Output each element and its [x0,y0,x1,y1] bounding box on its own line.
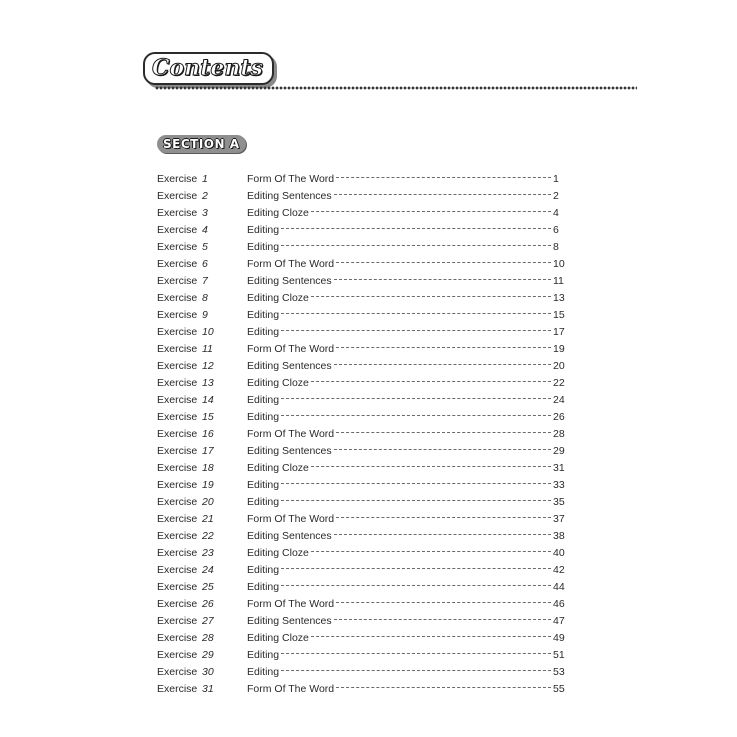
exercise-label: Exercise [157,377,198,389]
page-number: 10 [553,258,565,270]
exercise-number: 21 [202,513,214,525]
toc-row[interactable] [157,443,567,460]
page-number: 46 [553,598,565,610]
exercise-label: Exercise [157,547,198,559]
page-number: 26 [553,411,565,423]
page-number: 29 [553,445,565,457]
toc-row[interactable] [157,324,567,341]
toc-row[interactable] [157,205,567,222]
page-number: 33 [553,479,565,491]
exercise-topic: Editing [247,666,280,678]
exercise-number: 30 [202,666,214,678]
exercise-label: Exercise [157,581,198,593]
section-label: SECTION A [157,135,246,153]
dotted-leader [281,330,551,331]
toc-row[interactable] [157,494,567,511]
exercise-label: Exercise [157,615,198,627]
dotted-leader [334,279,551,280]
exercise-topic: Editing Sentences [247,360,332,372]
dotted-leader [336,432,551,433]
page-number: 8 [553,241,559,253]
dotted-leader [281,245,551,246]
toc-row[interactable] [157,511,567,528]
exercise-label: Exercise [157,173,198,185]
toc-row[interactable] [157,630,567,647]
exercise-topic: Editing Cloze [247,207,309,219]
exercise-number: 29 [202,649,214,661]
exercise-label: Exercise [157,343,198,355]
exercise-topic: Editing [247,411,280,423]
toc-row[interactable] [157,596,567,613]
exercise-number: 16 [202,428,214,440]
exercise-topic: Editing Sentences [247,530,332,542]
exercise-label: Exercise [157,530,198,542]
dotted-leader [281,653,551,654]
page-number: 19 [553,343,565,355]
exercise-number: 23 [202,547,214,559]
dotted-divider [155,86,637,90]
exercise-number: 22 [202,530,214,542]
toc-row[interactable] [157,545,567,562]
page-number: 17 [553,326,565,338]
exercise-topic: Editing [247,394,280,406]
page-number: 15 [553,309,565,321]
exercise-number: 17 [202,445,214,457]
contents-heading [143,52,274,85]
toc-row[interactable] [157,256,567,273]
exercise-label: Exercise [157,479,198,491]
page-number: 49 [553,632,565,644]
exercise-topic: Form Of The Word [247,683,335,695]
exercise-number: 12 [202,360,214,372]
exercise-topic: Editing [247,564,280,576]
page-title: Contents [143,52,274,85]
exercise-topic: Editing [247,479,280,491]
page-number: 22 [553,377,565,389]
exercise-number: 2 [202,190,208,202]
toc-row[interactable] [157,307,567,324]
page-number: 11 [553,275,564,287]
exercise-number: 26 [202,598,214,610]
exercise-number: 6 [202,258,208,270]
exercise-number: 25 [202,581,214,593]
exercise-topic: Editing [247,326,280,338]
exercise-topic: Form Of The Word [247,343,335,355]
exercise-topic: Form Of The Word [247,173,335,185]
exercise-number: 24 [202,564,214,576]
exercise-label: Exercise [157,207,198,219]
exercise-label: Exercise [157,258,198,270]
dotted-leader [334,449,551,450]
exercise-label: Exercise [157,683,198,695]
toc-row[interactable] [157,613,567,630]
toc-row[interactable] [157,358,567,375]
page-number: 40 [553,547,565,559]
exercise-number: 3 [202,207,208,219]
dotted-leader [311,636,551,637]
exercise-label: Exercise [157,462,198,474]
exercise-topic: Editing Sentences [247,615,332,627]
exercise-topic: Editing Cloze [247,377,309,389]
page-number: 13 [553,292,565,304]
exercise-label: Exercise [157,394,198,406]
exercise-topic: Form Of The Word [247,258,335,270]
dotted-leader [311,466,551,467]
toc-row[interactable] [157,239,567,256]
toc-row[interactable] [157,375,567,392]
dotted-leader [334,534,551,535]
dotted-leader [311,296,551,297]
dotted-leader [281,228,551,229]
exercise-topic: Editing [247,581,280,593]
exercise-number: 9 [202,309,208,321]
dotted-leader [336,262,551,263]
dotted-leader [336,602,551,603]
page-number: 55 [553,683,565,695]
dotted-leader [336,687,551,688]
toc-row[interactable] [157,664,567,681]
exercise-number: 19 [202,479,214,491]
exercise-number: 13 [202,377,214,389]
table-of-contents [157,171,567,698]
dotted-leader [281,568,551,569]
exercise-topic: Editing [247,224,280,236]
toc-row[interactable] [157,409,567,426]
exercise-topic: Form Of The Word [247,513,335,525]
toc-row[interactable] [157,171,567,188]
exercise-number: 7 [202,275,208,287]
toc-row[interactable] [157,562,567,579]
exercise-label: Exercise [157,666,198,678]
toc-row[interactable] [157,460,567,477]
exercise-topic: Editing Cloze [247,292,309,304]
page-number: 42 [553,564,565,576]
page-number: 44 [553,581,565,593]
exercise-number: 4 [202,224,208,236]
exercise-label: Exercise [157,428,198,440]
exercise-label: Exercise [157,598,198,610]
exercise-number: 11 [202,343,213,355]
dotted-leader [311,551,551,552]
page-number: 35 [553,496,565,508]
dotted-leader [281,500,551,501]
exercise-label: Exercise [157,292,198,304]
page-number: 47 [553,615,565,627]
dotted-leader [281,313,551,314]
exercise-number: 27 [202,615,214,627]
page-number: 6 [553,224,559,236]
exercise-label: Exercise [157,275,198,287]
page-number: 2 [553,190,559,202]
exercise-label: Exercise [157,445,198,457]
dotted-leader [281,398,551,399]
page-number: 1 [553,173,559,185]
page-number: 20 [553,360,565,372]
page-number: 53 [553,666,565,678]
exercise-number: 10 [202,326,214,338]
dotted-leader [281,483,551,484]
dotted-leader [336,347,551,348]
exercise-number: 18 [202,462,214,474]
exercise-number: 14 [202,394,214,406]
dotted-leader [334,364,551,365]
dotted-leader [334,619,551,620]
exercise-label: Exercise [157,496,198,508]
toc-row[interactable] [157,273,567,290]
page-number: 38 [553,530,565,542]
toc-row[interactable] [157,681,567,698]
page-number: 28 [553,428,565,440]
exercise-label: Exercise [157,649,198,661]
exercise-label: Exercise [157,190,198,202]
dotted-leader [311,211,551,212]
toc-row[interactable] [157,188,567,205]
page-number: 31 [553,462,565,474]
exercise-number: 28 [202,632,214,644]
dotted-leader [281,670,551,671]
exercise-topic: Editing Sentences [247,445,332,457]
exercise-label: Exercise [157,309,198,321]
exercise-topic: Editing Cloze [247,547,309,559]
exercise-number: 20 [202,496,214,508]
page-number: 4 [553,207,559,219]
page-number: 51 [553,649,565,661]
toc-row[interactable] [157,290,567,307]
exercise-topic: Editing Sentences [247,190,332,202]
dotted-leader [336,177,551,178]
exercise-number: 15 [202,411,214,423]
exercise-label: Exercise [157,326,198,338]
exercise-label: Exercise [157,241,198,253]
toc-row[interactable] [157,579,567,596]
dotted-leader [281,585,551,586]
exercise-topic: Editing [247,309,280,321]
dotted-leader [334,194,551,195]
exercise-label: Exercise [157,224,198,236]
toc-row[interactable] [157,426,567,443]
exercise-topic: Editing Sentences [247,275,332,287]
dotted-leader [336,517,551,518]
dotted-leader [281,415,551,416]
exercise-topic: Form Of The Word [247,428,335,440]
page-number: 37 [553,513,565,525]
toc-row[interactable] [157,222,567,239]
exercise-topic: Editing Cloze [247,462,309,474]
exercise-topic: Editing [247,241,280,253]
exercise-number: 5 [202,241,208,253]
toc-row[interactable] [157,477,567,494]
toc-row[interactable] [157,528,567,545]
exercise-number: 1 [202,173,208,185]
exercise-topic: Form Of The Word [247,598,335,610]
toc-row[interactable] [157,392,567,409]
exercise-label: Exercise [157,632,198,644]
exercise-label: Exercise [157,360,198,372]
toc-row[interactable] [157,341,567,358]
exercise-topic: Editing Cloze [247,632,309,644]
exercise-number: 31 [202,683,214,695]
exercise-topic: Editing [247,649,280,661]
dotted-leader [311,381,551,382]
exercise-label: Exercise [157,411,198,423]
exercise-label: Exercise [157,564,198,576]
toc-row[interactable] [157,647,567,664]
page-number: 24 [553,394,565,406]
exercise-topic: Editing [247,496,280,508]
exercise-label: Exercise [157,513,198,525]
exercise-number: 8 [202,292,208,304]
